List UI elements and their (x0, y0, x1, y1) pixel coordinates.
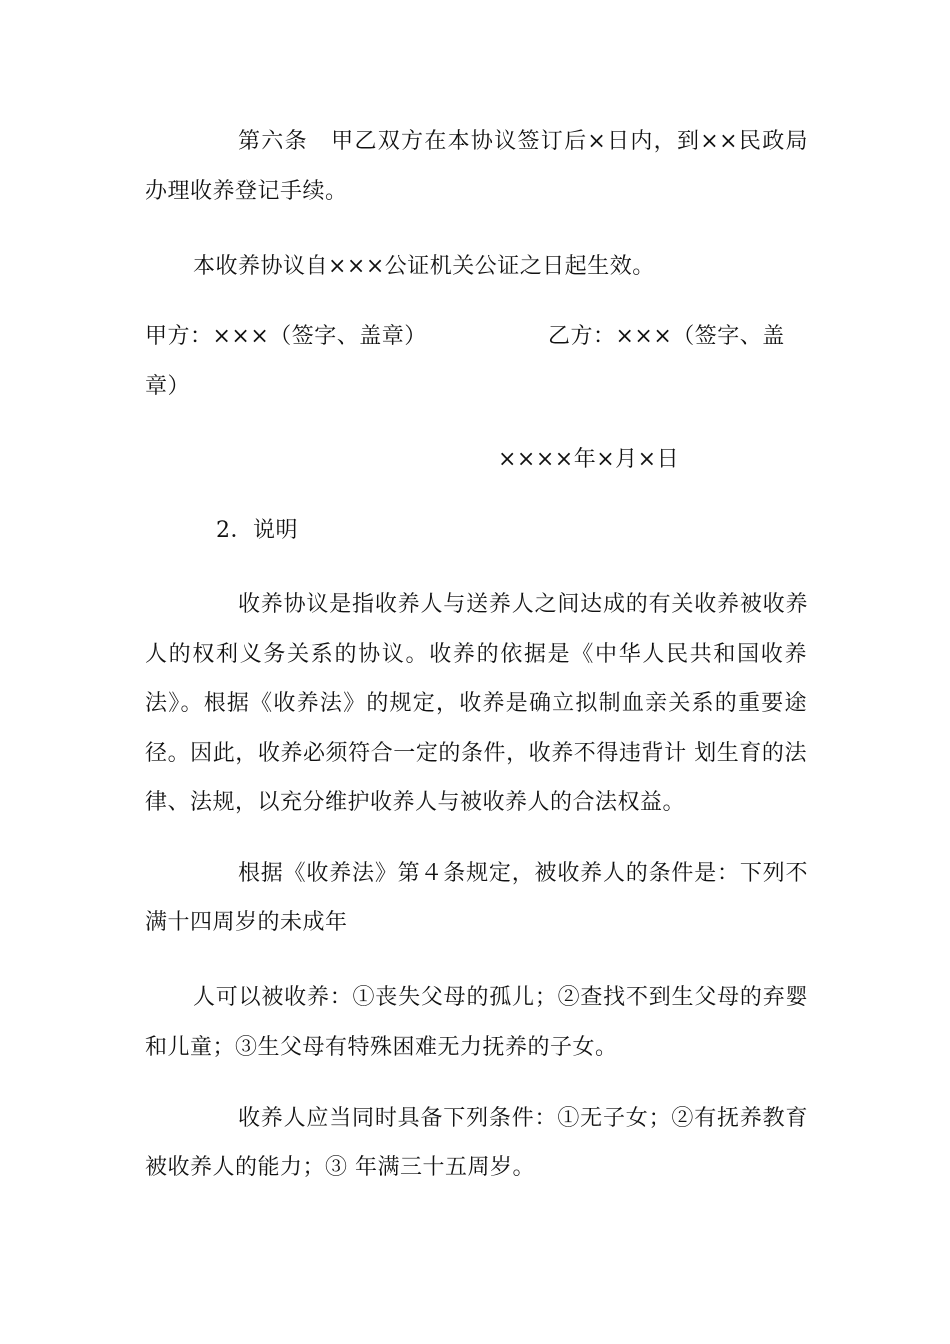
article6-line1: 第六条 甲乙双方在本协议签订后×日内，到××民政局 (238, 129, 808, 154)
para4-line1: 收养人应当同时具备下列条件：①无子女；②有抚养教育 (238, 1106, 808, 1131)
party-b-signature: 乙方：×××（签字、盖 (548, 324, 785, 349)
para1-line5: 律、法规，以充分维护收养人与被收养人的合法权益。 (145, 790, 686, 815)
para3-line2: 和儿童；③生父母有特殊困难无力抚养的子女。 (145, 1035, 618, 1060)
section-title: 2．说明 (216, 518, 298, 543)
para1-line2: 人的权利义务关系的协议。收养的依据是《中华人民共和国收养 (145, 642, 807, 667)
para4-line2: 被收养人的能力；③ 年满三十五周岁。 (145, 1155, 535, 1180)
para1-line3: 法》。根据《收养法》的规定，收养是确立拟制血亲关系的重要途 (145, 691, 807, 716)
signing-date: ××××年×月×日 (498, 447, 680, 472)
para2-line2: 满十四周岁的未成年 (145, 910, 348, 935)
party-b-signature-continued: 章） (145, 374, 191, 399)
party-a-signature: 甲方：×××（签字、盖章） (145, 324, 427, 349)
article6-line2: 办理收养登记手续。 (145, 179, 348, 204)
effect-clause: 本收养协议自×××公证机关公证之日起生效。 (193, 254, 655, 279)
para1-line1: 收养协议是指收养人与送养人之间达成的有关收养被收养 (238, 592, 808, 617)
para1-line4: 径。因此，收养必须符合一定的条件，收养不得违背计 划生育的法 (145, 741, 807, 766)
para3-line1: 人可以被收养：①丧失父母的孤儿；②查找不到生父母的弃婴 (193, 985, 808, 1010)
para2-line1: 根据《收养法》第４条规定，被收养人的条件是：下列不 (238, 861, 808, 886)
